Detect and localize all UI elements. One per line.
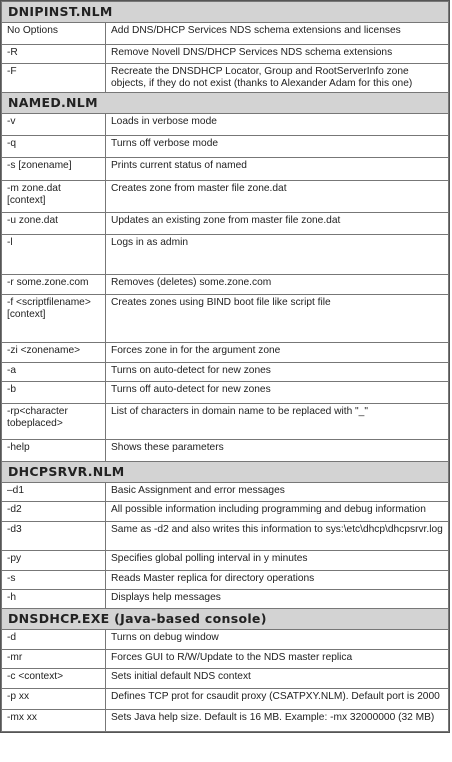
description-cell: Shows these parameters bbox=[106, 440, 449, 462]
table-row bbox=[2, 522, 449, 551]
option-cell: -u zone.dat bbox=[2, 213, 106, 235]
table-row bbox=[2, 275, 449, 295]
option-cell: -R bbox=[2, 45, 106, 64]
table-row bbox=[2, 382, 449, 404]
option-cell: No Options bbox=[2, 23, 106, 45]
description-cell: Loads in verbose mode bbox=[106, 114, 449, 136]
table-row bbox=[2, 571, 449, 590]
table-row bbox=[2, 551, 449, 571]
option-cell: -py bbox=[2, 551, 106, 571]
description-cell: Remove Novell DNS/DHCP Services NDS schema extensions bbox=[106, 45, 449, 64]
description-cell: Removes (deletes) some.zone.com bbox=[106, 275, 449, 295]
description-cell: Same as -d2 and also writes this information to sys:\etc\dhcp\dhcpsrvr.log bbox=[106, 522, 449, 551]
option-cell: -s bbox=[2, 571, 106, 590]
option-cell: -a bbox=[2, 363, 106, 382]
table-row bbox=[2, 650, 449, 669]
section-title: DHCPSRVR.NLM bbox=[2, 462, 449, 483]
option-cell: -s [zonename] bbox=[2, 158, 106, 181]
table-row bbox=[2, 136, 449, 158]
option-cell: -F bbox=[2, 64, 106, 93]
option-cell: -d2 bbox=[2, 502, 106, 522]
section-header bbox=[2, 462, 449, 483]
section-title: DNIPINST.NLM bbox=[2, 2, 449, 23]
table-row bbox=[2, 64, 449, 93]
table-row bbox=[2, 590, 449, 609]
table-row bbox=[2, 45, 449, 64]
description-cell: Updates an existing zone from master file zone.dat bbox=[106, 213, 449, 235]
option-cell: -d bbox=[2, 630, 106, 650]
section-header bbox=[2, 93, 449, 114]
section-title: NAMED.NLM bbox=[2, 93, 449, 114]
description-cell: Turns off verbose mode bbox=[106, 136, 449, 158]
table-row bbox=[2, 295, 449, 343]
table-row bbox=[2, 404, 449, 440]
table-row bbox=[2, 689, 449, 710]
description-cell: Basic Assignment and error messages bbox=[106, 483, 449, 502]
option-cell: -help bbox=[2, 440, 106, 462]
description-cell: Forces zone in for the argument zone bbox=[106, 343, 449, 363]
table-row bbox=[2, 181, 449, 213]
table-row bbox=[2, 213, 449, 235]
option-cell: -q bbox=[2, 136, 106, 158]
table-row bbox=[2, 158, 449, 181]
table-body bbox=[2, 2, 449, 732]
section-header bbox=[2, 2, 449, 23]
option-cell: -h bbox=[2, 590, 106, 609]
description-cell: Turns off auto-detect for new zones bbox=[106, 382, 449, 404]
option-cell: -rp<character tobeplaced> bbox=[2, 404, 106, 440]
option-cell: -m zone.dat [context] bbox=[2, 181, 106, 213]
option-cell: -v bbox=[2, 114, 106, 136]
description-cell: Forces GUI to R/W/Update to the NDS master replica bbox=[106, 650, 449, 669]
description-cell: Defines TCP prot for csaudit proxy (CSATPXY.NLM). Default port is 2000 bbox=[106, 689, 449, 710]
option-cell: -c <context> bbox=[2, 669, 106, 689]
description-cell: Reads Master replica for directory operations bbox=[106, 571, 449, 590]
description-cell: Turns on debug window bbox=[106, 630, 449, 650]
description-cell: Specifies global polling interval in y minutes bbox=[106, 551, 449, 571]
table-row bbox=[2, 363, 449, 382]
options-reference-table bbox=[1, 1, 449, 732]
description-cell: Recreate the DNSDHCP Locator, Group and RootServerInfo zone objects, if they do not exist (thanks to Alexander Adam for this one) bbox=[106, 64, 449, 93]
option-cell: -b bbox=[2, 382, 106, 404]
option-cell: -mx xx bbox=[2, 710, 106, 732]
section-title: DNSDHCP.EXE (Java-based console) bbox=[2, 609, 449, 630]
option-cell: –d1 bbox=[2, 483, 106, 502]
description-cell: Turns on auto-detect for new zones bbox=[106, 363, 449, 382]
description-cell: Creates zones using BIND boot file like script file bbox=[106, 295, 449, 343]
option-cell: -f <scriptfilename> [context] bbox=[2, 295, 106, 343]
section-header bbox=[2, 609, 449, 630]
option-cell: -r some.zone.com bbox=[2, 275, 106, 295]
option-cell: -d3 bbox=[2, 522, 106, 551]
table-row bbox=[2, 669, 449, 689]
table-row bbox=[2, 23, 449, 45]
description-cell: All possible information including programming and debug information bbox=[106, 502, 449, 522]
description-cell: Prints current status of named bbox=[106, 158, 449, 181]
table-row bbox=[2, 114, 449, 136]
description-cell: List of characters in domain name to be replaced with "_" bbox=[106, 404, 449, 440]
option-cell: -zi <zonename> bbox=[2, 343, 106, 363]
description-cell: Creates zone from master file zone.dat bbox=[106, 181, 449, 213]
description-cell: Sets Java help size. Default is 16 MB. Example: -mx 32000000 (32 MB) bbox=[106, 710, 449, 732]
table-row bbox=[2, 235, 449, 275]
table-row bbox=[2, 630, 449, 650]
description-cell: Sets initial default NDS context bbox=[106, 669, 449, 689]
option-cell: -mr bbox=[2, 650, 106, 669]
option-cell: -l bbox=[2, 235, 106, 275]
table-row bbox=[2, 502, 449, 522]
description-cell: Add DNS/DHCP Services NDS schema extensions and licenses bbox=[106, 23, 449, 45]
description-cell: Displays help messages bbox=[106, 590, 449, 609]
option-cell: -p xx bbox=[2, 689, 106, 710]
table-row bbox=[2, 483, 449, 502]
table-row bbox=[2, 343, 449, 363]
table-row bbox=[2, 710, 449, 732]
description-cell: Logs in as admin bbox=[106, 235, 449, 275]
table-row bbox=[2, 440, 449, 462]
